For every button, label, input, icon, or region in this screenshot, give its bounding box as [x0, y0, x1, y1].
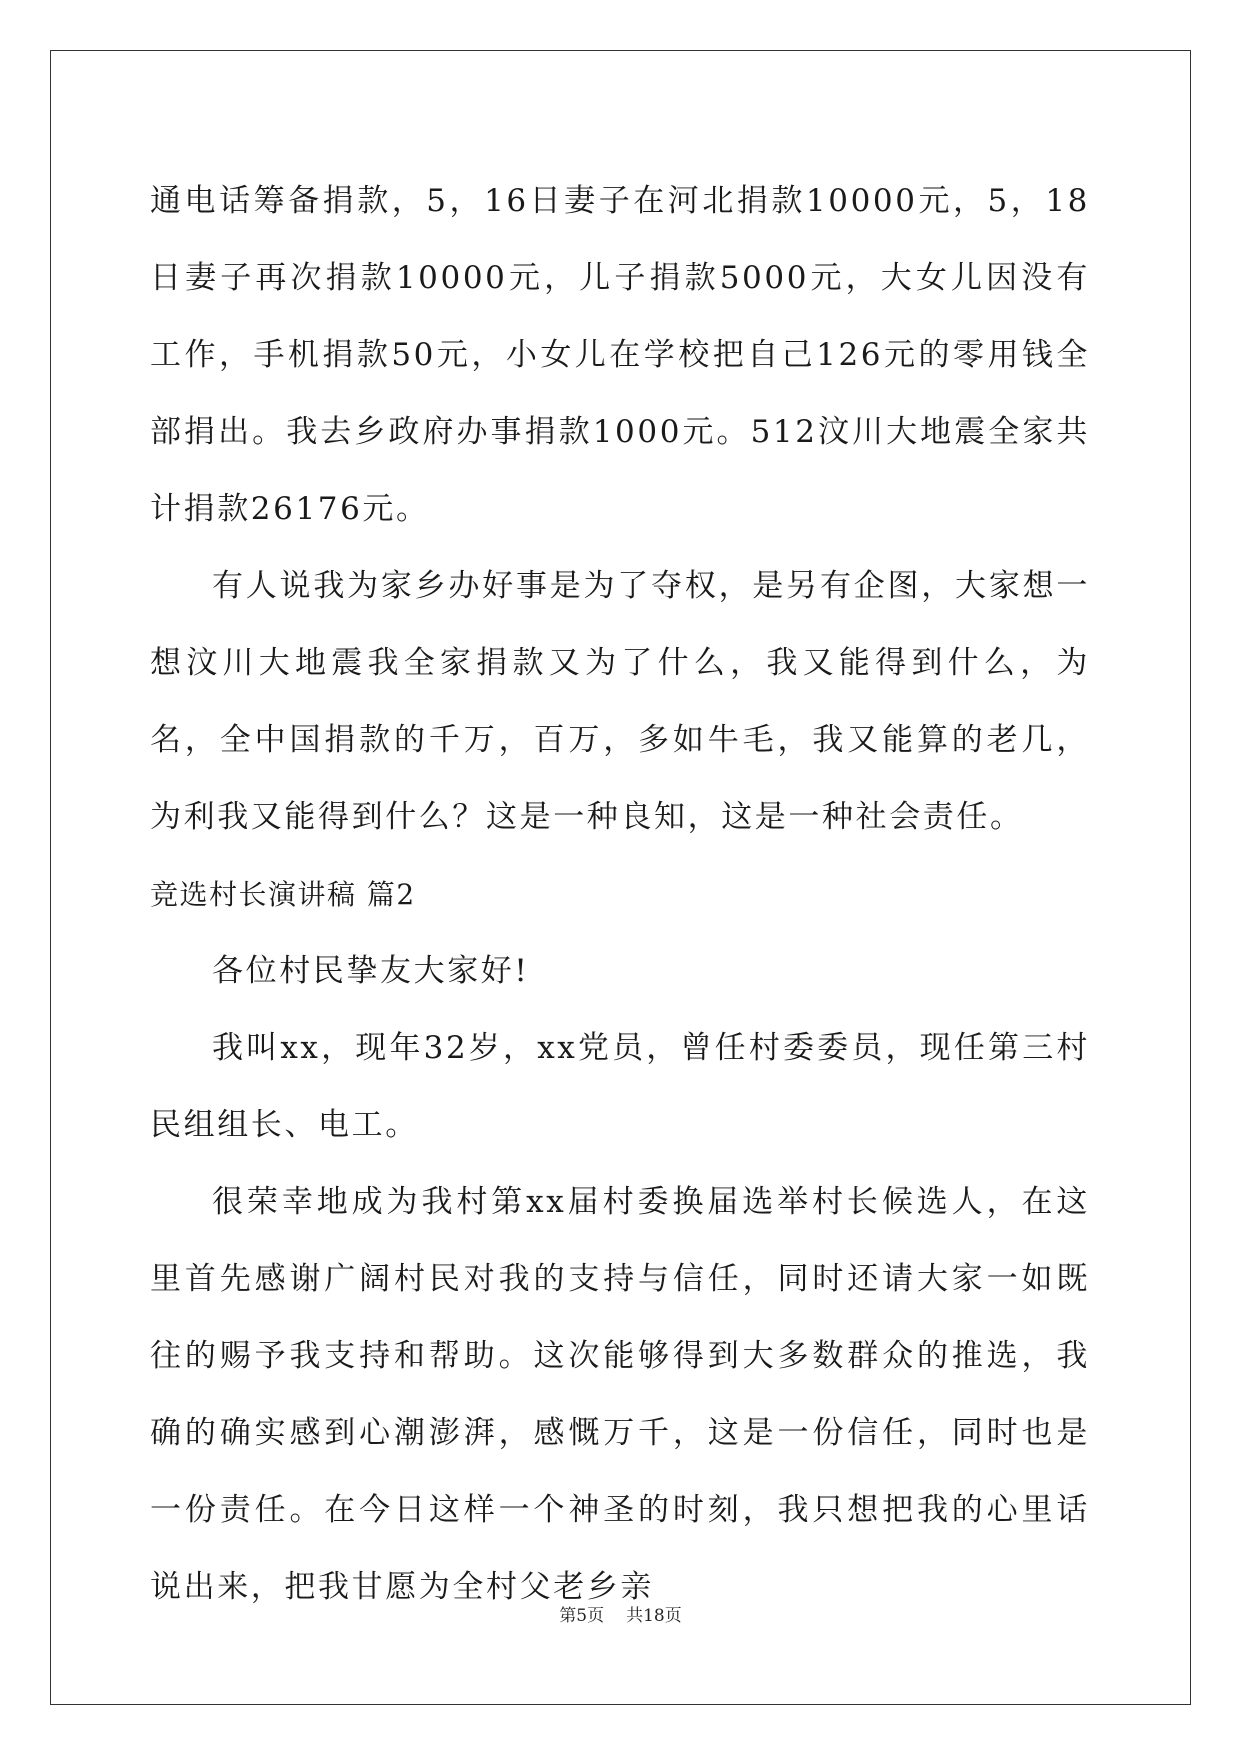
page-number: 第5页: [559, 1606, 605, 1626]
paragraph-donation-details: 通电话筹备捐款，5，16日妻子在河北捐款10000元，5，18日妻子再次捐款10000元，儿子捐款5000元，大女儿因没有工作，手机捐款50元，小女儿在学校把自己126元的零用钱全部捐出。我去乡政府办事捐款1000元。512汶川大地震全家共计捐款26176元。: [150, 183, 1090, 527]
document-body: [150, 163, 1090, 1626]
paragraph-self-introduction: 我叫xx，现年32岁，xx党员，曾任村委委员，现任第三村民组组长、电工。: [150, 1030, 1090, 1143]
page-footer: [0, 1601, 1241, 1626]
paragraph-gratitude: 很荣幸地成为我村第xx届村委换届选举村长候选人，在这里首先感谢广阔村民对我的支持与信任，同时还请大家一如既往的赐予我支持和帮助。这次能够得到大多数群众的推选，我确的确实感到心潮澎湃，感慨万千，这是一份信任，同时也是一份责任。在今日这样一个神圣的时刻，我只想把我的心里话说出来，把我甘愿为全村父老乡亲: [150, 1184, 1090, 1605]
section-heading: 竞选村长演讲稿 篇2: [150, 878, 416, 911]
paragraph-motive: 有人说我为家乡办好事是为了夺权，是另有企图，大家想一想汶川大地震我全家捐款又为了什么，我又能得到什么，为名，全中国捐款的千万，百万，多如牛毛，我又能算的老几，为利我又能得到什么？这是一种良知，这是一种社会责任。: [150, 568, 1090, 835]
page-total: 共18页: [626, 1606, 682, 1626]
paragraph-greeting: 各位村民挚友大家好!: [212, 953, 530, 989]
